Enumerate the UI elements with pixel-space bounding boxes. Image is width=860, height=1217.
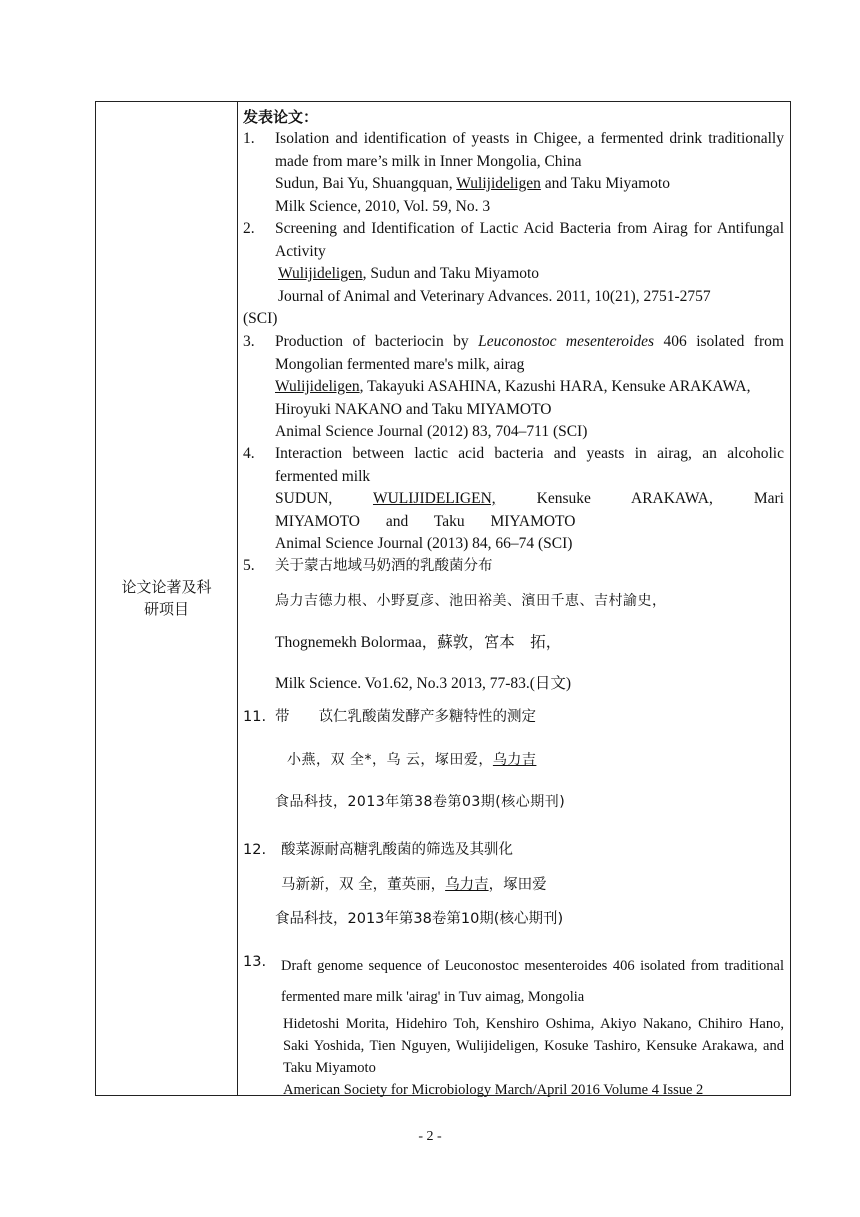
paper-journal: Animal Science Journal (2013) 84, 66–74 (SCI) <box>275 535 573 552</box>
paper-authors: SUDUN, WULIJIDELIGEN, Kensuke ARAKAWA, Mari MIYAMOTO and Taku MIYAMOTO <box>275 490 784 530</box>
row-label: 论文论著及科 研项目 <box>121 578 212 618</box>
list-item: 1. Isolation and identification of yeasts in Chigee, a fermented drink traditionally made from mare’s milk in Inner Mongolia, China Sudun, Bai Yu, Shuangquan, Wulijideligen and Taku Miyamoto Milk Science, 2010, Vol. 59, No. 3 <box>243 128 784 218</box>
column-divider <box>237 102 238 1095</box>
paper-authors: Wulijideligen, Sudun and Taku Miyamoto <box>278 265 540 282</box>
paper-authors: 烏力吉德力根、小野夏彦、池田裕美、濱田千恵、吉村諭史， <box>275 592 667 609</box>
page-number: - 2 - <box>418 1129 442 1144</box>
paper-title: Draft genome sequence of Leuconostoc mesenteroides 406 isolated from traditional fermented mare milk 'airag' in Tuv aimag, Mongolia <box>281 958 784 1005</box>
list-item: 4. Interaction between lactic acid bacteria and yeasts in airag, an alcoholic fermented milk SUDUN, WULIJIDELIGEN, Kensuke ARAKAWA, Mari MIYAMOTO and Taku MIYAMOTO Animal Science Journal (2013) 84, 66–74 (SCI) <box>243 443 784 556</box>
paper-journal: Journal of Animal and Veterinary Advances. 2011, 10(21), 2751-2757 <box>278 287 711 305</box>
list-item: 3. Production of bacteriocin by Leuconostoc mesenteroides 406 isolated from Mongolian fermented mare's milk, airag Wulijideligen, Takayuki ASAHINA, Kazushi HARA, Kensuke ARAKAWA, Hiroyuki NAKANO and Taku MIYAMOTO Animal Science Journal (2012) 83, 704–711 (SCI) <box>243 331 784 444</box>
list-item: 13. Draft genome sequence of Leuconostoc mesenteroides 406 isolated from traditional fermented mare milk 'airag' in Tuv aimag, Mongolia Hidetoshi Morita, Hidehiro Toh, Kenshiro Oshima, Akiyo Nakano, Chihiro Hano, Saki Yoshida, Tien Nguyen, Wulijideligen, Kosuke Tashiro, Kensuke Arakawa, and Taku Miyamoto American Society for Microbiology March/April 2016 Volume 4 Issue 2 <box>243 951 784 1101</box>
paper-authors: 马新新，双 全，董英丽，乌力吉，塚田爱 <box>281 876 547 893</box>
paper-title: 带 苡仁乳酸菌发酵产多糖特性的测定 <box>275 709 536 725</box>
paper-authors: Hidetoshi Morita, Hidehiro Toh, Kenshiro Oshima, Akiyo Nakano, Chihiro Hano, Saki Yoshida, Tien Nguyen, Wulijideligen, Kosuke Tashiro, Kensuke Arakawa, and Taku Miyamoto <box>283 1016 784 1076</box>
paper-authors: Wulijideligen, Takayuki ASAHINA, Kazushi HARA, Kensuke ARAKAWA, Hiroyuki NAKANO and Taku MIYAMOTO <box>275 378 751 418</box>
paper-title: Screening and Identification of Lactic Acid Bacteria from Airag for Antifungal Activity <box>275 220 784 260</box>
paper-journal: Milk Science, 2010, Vol. 59, No. 3 <box>275 197 491 215</box>
paper-title: Isolation and identification of yeasts in Chigee, a fermented drink traditionally made from mare’s milk in Inner Mongolia, China <box>275 130 784 170</box>
paper-authors: 小燕，双 全*，乌 云，塚田爱，乌力吉 <box>287 751 537 768</box>
paper-authors: Sudun, Bai Yu, Shuangquan, Wulijideligen and Taku Miyamoto <box>275 175 670 192</box>
list-item: 12. 酸菜源耐高糖乳酸菌的筛选及其驯化 马新新，双 全，董英丽，乌力吉，塚田爱 食品科技，2013年第38卷第10期(核心期刊) <box>243 839 784 931</box>
list-item: 11. 带 苡仁乳酸菌发酵产多糖特性的测定 小燕，双 全*，乌 云，塚田爱，乌力吉 食品科技，2013年第38卷第03期(核心期刊) <box>243 706 784 814</box>
list-item: 5. 关于蒙古地域马奶酒的乳酸菌分布 烏力吉德力根、小野夏彦、池田裕美、濱田千恵、吉村諭史， Thognemekh Bolormaa，蘇敦，宮本 拓， Milk Science. Vo1.62, No.3 2013, 77-83.(日文) <box>243 555 784 695</box>
section-heading: 发表论文： <box>243 108 319 126</box>
list-item: 2. Screening and Identification of Lactic Acid Bacteria from Airag for Antifungal Activity Wulijideligen, Sudun and Taku Miyamoto Journal of Animal and Veterinary Advances. 2011, 10(21), 2751-2757 (SCI) <box>243 218 784 331</box>
paper-journal: Milk Science. Vo1.62, No.3 2013, 77-83.(日文) <box>275 674 572 692</box>
paper-journal: Animal Science Journal (2012) 83, 704–711 (SCI) <box>275 423 588 440</box>
paper-authors-continued: Thognemekh Bolormaa，蘇敦，宮本 拓， <box>275 634 562 651</box>
paper-journal: 食品科技，2013年第38卷第03期(核心期刊) <box>275 794 566 810</box>
paper-journal: 食品科技，2013年第38卷第10期(核心期刊) <box>275 911 564 927</box>
publication-table <box>95 101 791 1096</box>
paper-title: 酸菜源耐高糖乳酸菌的筛选及其驯化 <box>281 842 513 858</box>
paper-title: Production of bacteriocin by Leuconostoc mesenteroides 406 isolated from Mongolian fermented mare's milk, airag <box>275 333 784 373</box>
paper-journal: American Society for Microbiology March/April 2016 Volume 4 Issue 2 <box>283 1082 704 1098</box>
paper-title: Interaction between lactic acid bacteria and yeasts in airag, an alcoholic fermented milk <box>275 445 784 485</box>
paper-title: 关于蒙古地域马奶酒的乳酸菌分布 <box>275 558 493 574</box>
journal-index: (SCI) <box>243 310 278 327</box>
